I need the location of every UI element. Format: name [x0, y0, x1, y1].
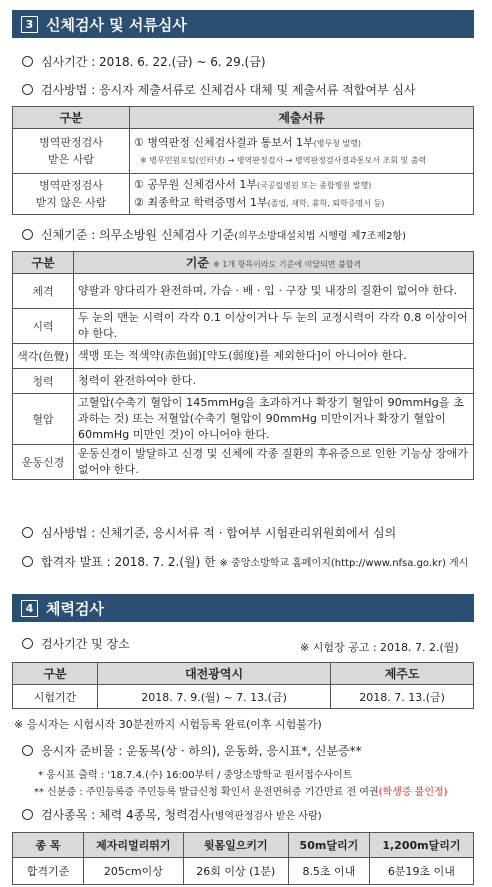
- category-line: 병역판정검사: [39, 136, 103, 149]
- table-row: [13, 685, 474, 709]
- table-row: [13, 445, 474, 480]
- events-label: 검사종목: [41, 808, 88, 822]
- section-title: 체력검사: [46, 599, 104, 618]
- header-label: 기준: [185, 256, 209, 270]
- circle-bullet-icon: [22, 84, 33, 95]
- table-cell: 6분19초 이내: [369, 858, 473, 885]
- header-note: ※ 1개 항목이라도 기준에 미달되면 불합격: [213, 260, 362, 269]
- method-label: 검사방법: [41, 83, 88, 97]
- section-header-fitness-test: [12, 594, 474, 622]
- standard-label: 신체기준: [41, 228, 88, 242]
- category-line: 병역판정검사: [39, 179, 103, 192]
- table-row: [13, 394, 474, 445]
- announce-note: ※ 중앙소방학교 홈페이지(http://www.nfsa.go.kr) 게시: [219, 558, 469, 569]
- circle-bullet-icon: [22, 527, 33, 538]
- documents-cell: [130, 174, 474, 215]
- announce-label: 합격자 발표: [41, 555, 103, 569]
- category-cell: [13, 174, 130, 215]
- table-header: [74, 252, 474, 274]
- circle-bullet-icon: [22, 638, 33, 649]
- table-header: 제주도: [331, 663, 474, 685]
- circle-bullet-icon: [22, 809, 33, 820]
- standard-cell: 양팔과 양다리가 완전하며, 가슴 · 배 · 입 · 구장 및 내장의 질환이 없어야 한다.: [74, 274, 474, 309]
- document-item-issuer: (국공립병원 또는 종합병원 발행): [256, 181, 372, 190]
- category-line: 받은 사람: [47, 153, 94, 166]
- standard-value: 의무소방원 신체검사 기준: [99, 228, 235, 242]
- table-header: 구분: [13, 663, 98, 685]
- period-label: 심사기간: [41, 55, 88, 69]
- table-row: [13, 174, 474, 215]
- table-cell: 합격기준: [13, 858, 84, 885]
- table-row: [13, 369, 474, 394]
- venue-table: [12, 662, 474, 709]
- prep-value: 운동복(상 · 하의), 운동화, 응시표*, 신분증**: [126, 744, 362, 758]
- circle-bullet-icon: [22, 556, 33, 567]
- id-card-note-text: ** 신분증 : 주민등록증 주민등록 발급신청 확인서 운전면허증 기간만료 전 여권: [34, 787, 379, 798]
- test-period-line: [22, 635, 130, 652]
- table-header: 제자리멀리뛰기: [84, 833, 184, 858]
- document-item-issuer: (졸업, 재학, 휴학, 퇴학증명서 등): [267, 199, 385, 208]
- id-card-note-exception: (학생증 불인정): [378, 787, 448, 798]
- category-cell: 청력: [13, 369, 74, 394]
- fitness-events-table: [12, 832, 474, 885]
- table-row: [13, 858, 474, 885]
- circle-bullet-icon: [22, 745, 33, 756]
- review-label: 심사방법: [41, 526, 88, 540]
- section-title: 신체검사 및 서류심사: [46, 15, 187, 34]
- announcement-line: 합격자 발표 : 2018. 7. 2.(월) 한 ※ 중앙소방학교 홈페이지(http://www.nfsa.go.kr) 게시: [22, 553, 468, 570]
- category-cell: 운동신경: [13, 445, 74, 480]
- announce-value: 2018. 7. 2.(월) 한: [114, 555, 216, 569]
- preparation-line: 응시자 준비물 : 운동복(상 · 하의), 운동화, 응시표*, 신분증**: [22, 742, 362, 759]
- table-header: 종 목: [13, 833, 84, 858]
- category-line: 받지 않은 사람: [35, 196, 107, 209]
- table-row: [13, 129, 474, 174]
- ticket-print-note: * 응시표 출력 : '18.7.4.(수) 16:00부터 / 중앙소방학교 원서접수사이트: [38, 770, 353, 781]
- section-header-physical-exam: [12, 10, 474, 38]
- table-header: 구분: [13, 107, 130, 129]
- table-cell: 시험기간: [13, 685, 98, 709]
- table-header: 50m달리기: [288, 833, 369, 858]
- method-value: 응시자 제출서류로 신체검사 대체 및 제출서류 적합여부 심사: [99, 83, 416, 97]
- document-item: ② 최종학교 학력증명서 1부: [134, 196, 268, 209]
- prep-label: 응시자 준비물: [41, 744, 115, 758]
- table-cell: 2018. 7. 13.(금): [331, 685, 474, 709]
- registration-note: ※ 응시자는 시험시작 30분전까지 시험등록 완료(이후 시험불가): [14, 718, 322, 731]
- standard-cell: 두 눈의 맨눈 시력이 각각 0.1 이상이거나 두 눈의 교정시력이 각각 0.8 이상이어야 한다.: [74, 309, 474, 344]
- id-card-note: [34, 783, 448, 798]
- table-row: [13, 344, 474, 369]
- table-row: [13, 274, 474, 309]
- circle-bullet-icon: [22, 229, 33, 240]
- category-cell: 혈압: [13, 394, 74, 445]
- review-method-line: 심사방법 : 신체기준, 응시서류 적 · 합여부 시험관리위원회에서 심의: [22, 524, 396, 541]
- table-header: 구분: [13, 252, 74, 274]
- documents-table: [12, 106, 474, 215]
- document-item-issuer: (병무청 발행): [313, 138, 362, 148]
- documents-cell: [130, 129, 474, 174]
- events-value: 체력 4종목, 청력검사: [99, 808, 211, 822]
- table-row: [13, 309, 474, 344]
- standard-cell: 색맹 또는 적색약(赤色弱)[약도(弱度)를 제외한다]이 아니어야 한다.: [74, 344, 474, 369]
- category-cell: 시력: [13, 309, 74, 344]
- physical-standards-table: [12, 251, 474, 480]
- method-line: 검사방법 : 응시자 제출서류로 신체검사 대체 및 제출서류 적합여부 심사: [22, 81, 416, 98]
- events-line: 검사종목 : 체력 4종목, 청력검사(병역판정검사 받은 사람): [22, 806, 322, 823]
- category-cell: [13, 129, 130, 174]
- standard-cell: 고혈압(수축기 혈압이 145mmHg을 초과하거나 확장기 혈압이 90mmHg을 초과하는 것) 또는 저혈압(수축기 혈압이 90mmHg 미만이거나 확장기 혈압이 60mmHg 미만인 것)이 아니어야 한다.: [74, 394, 474, 445]
- table-header: 제출서류: [130, 107, 474, 129]
- venue-notice: ※ 시험장 공고 : 2018. 7. 2.(월): [300, 641, 459, 654]
- document-item: ① 병역판정 신체검사결과 통보서 1부: [134, 135, 314, 149]
- review-value: 신체기준, 응시서류 적 · 합여부 시험관리위원회에서 심의: [99, 526, 397, 540]
- category-cell: 색각(色覺): [13, 344, 74, 369]
- review-period-line: 심사기간 : 2018. 6. 22.(금) ~ 6. 29.(금): [22, 53, 266, 70]
- table-cell: 26회 이상 (1분): [183, 858, 288, 885]
- standard-line: 신체기준 : 의무소방원 신체검사 기준(의무소방대설치법 시행령 제7조제2항): [22, 226, 406, 243]
- table-header: 대전광역시: [98, 663, 331, 685]
- table-header: 윗몸일으키기: [183, 833, 288, 858]
- circle-bullet-icon: [22, 56, 33, 67]
- table-header: 1,200m달리기: [369, 833, 473, 858]
- section-number: 4: [21, 600, 38, 617]
- table-cell: 8.5초 이내: [288, 858, 369, 885]
- standard-cell: 운동신경이 발달하고 신경 및 신체에 각종 질환의 후유증으로 인한 기능상 장애가 없어야 한다.: [74, 445, 474, 480]
- table-cell: 2018. 7. 9.(월) ~ 7. 13.(금): [98, 685, 331, 709]
- document-item: ① 공무원 신체검사서 1부: [134, 178, 257, 191]
- period-value: 2018. 6. 22.(금) ~ 6. 29.(금): [99, 55, 266, 69]
- standard-cell: 청력이 완전하여야 한다.: [74, 369, 474, 394]
- table-cell: 205cm이상: [84, 858, 184, 885]
- category-cell: 체격: [13, 274, 74, 309]
- period-label: 검사기간 및 장소: [41, 637, 130, 651]
- events-ref: (병역판정검사 받은 사람): [210, 811, 322, 822]
- standard-ref: (의무소방대설치법 시행령 제7조제2항): [234, 231, 406, 242]
- document-note: ※ 병무민원포털(인터넷) → 병역판정검사 → 병역판정검사결과통보서 조회 및 출력: [140, 155, 427, 165]
- section-number: 3: [21, 16, 38, 33]
